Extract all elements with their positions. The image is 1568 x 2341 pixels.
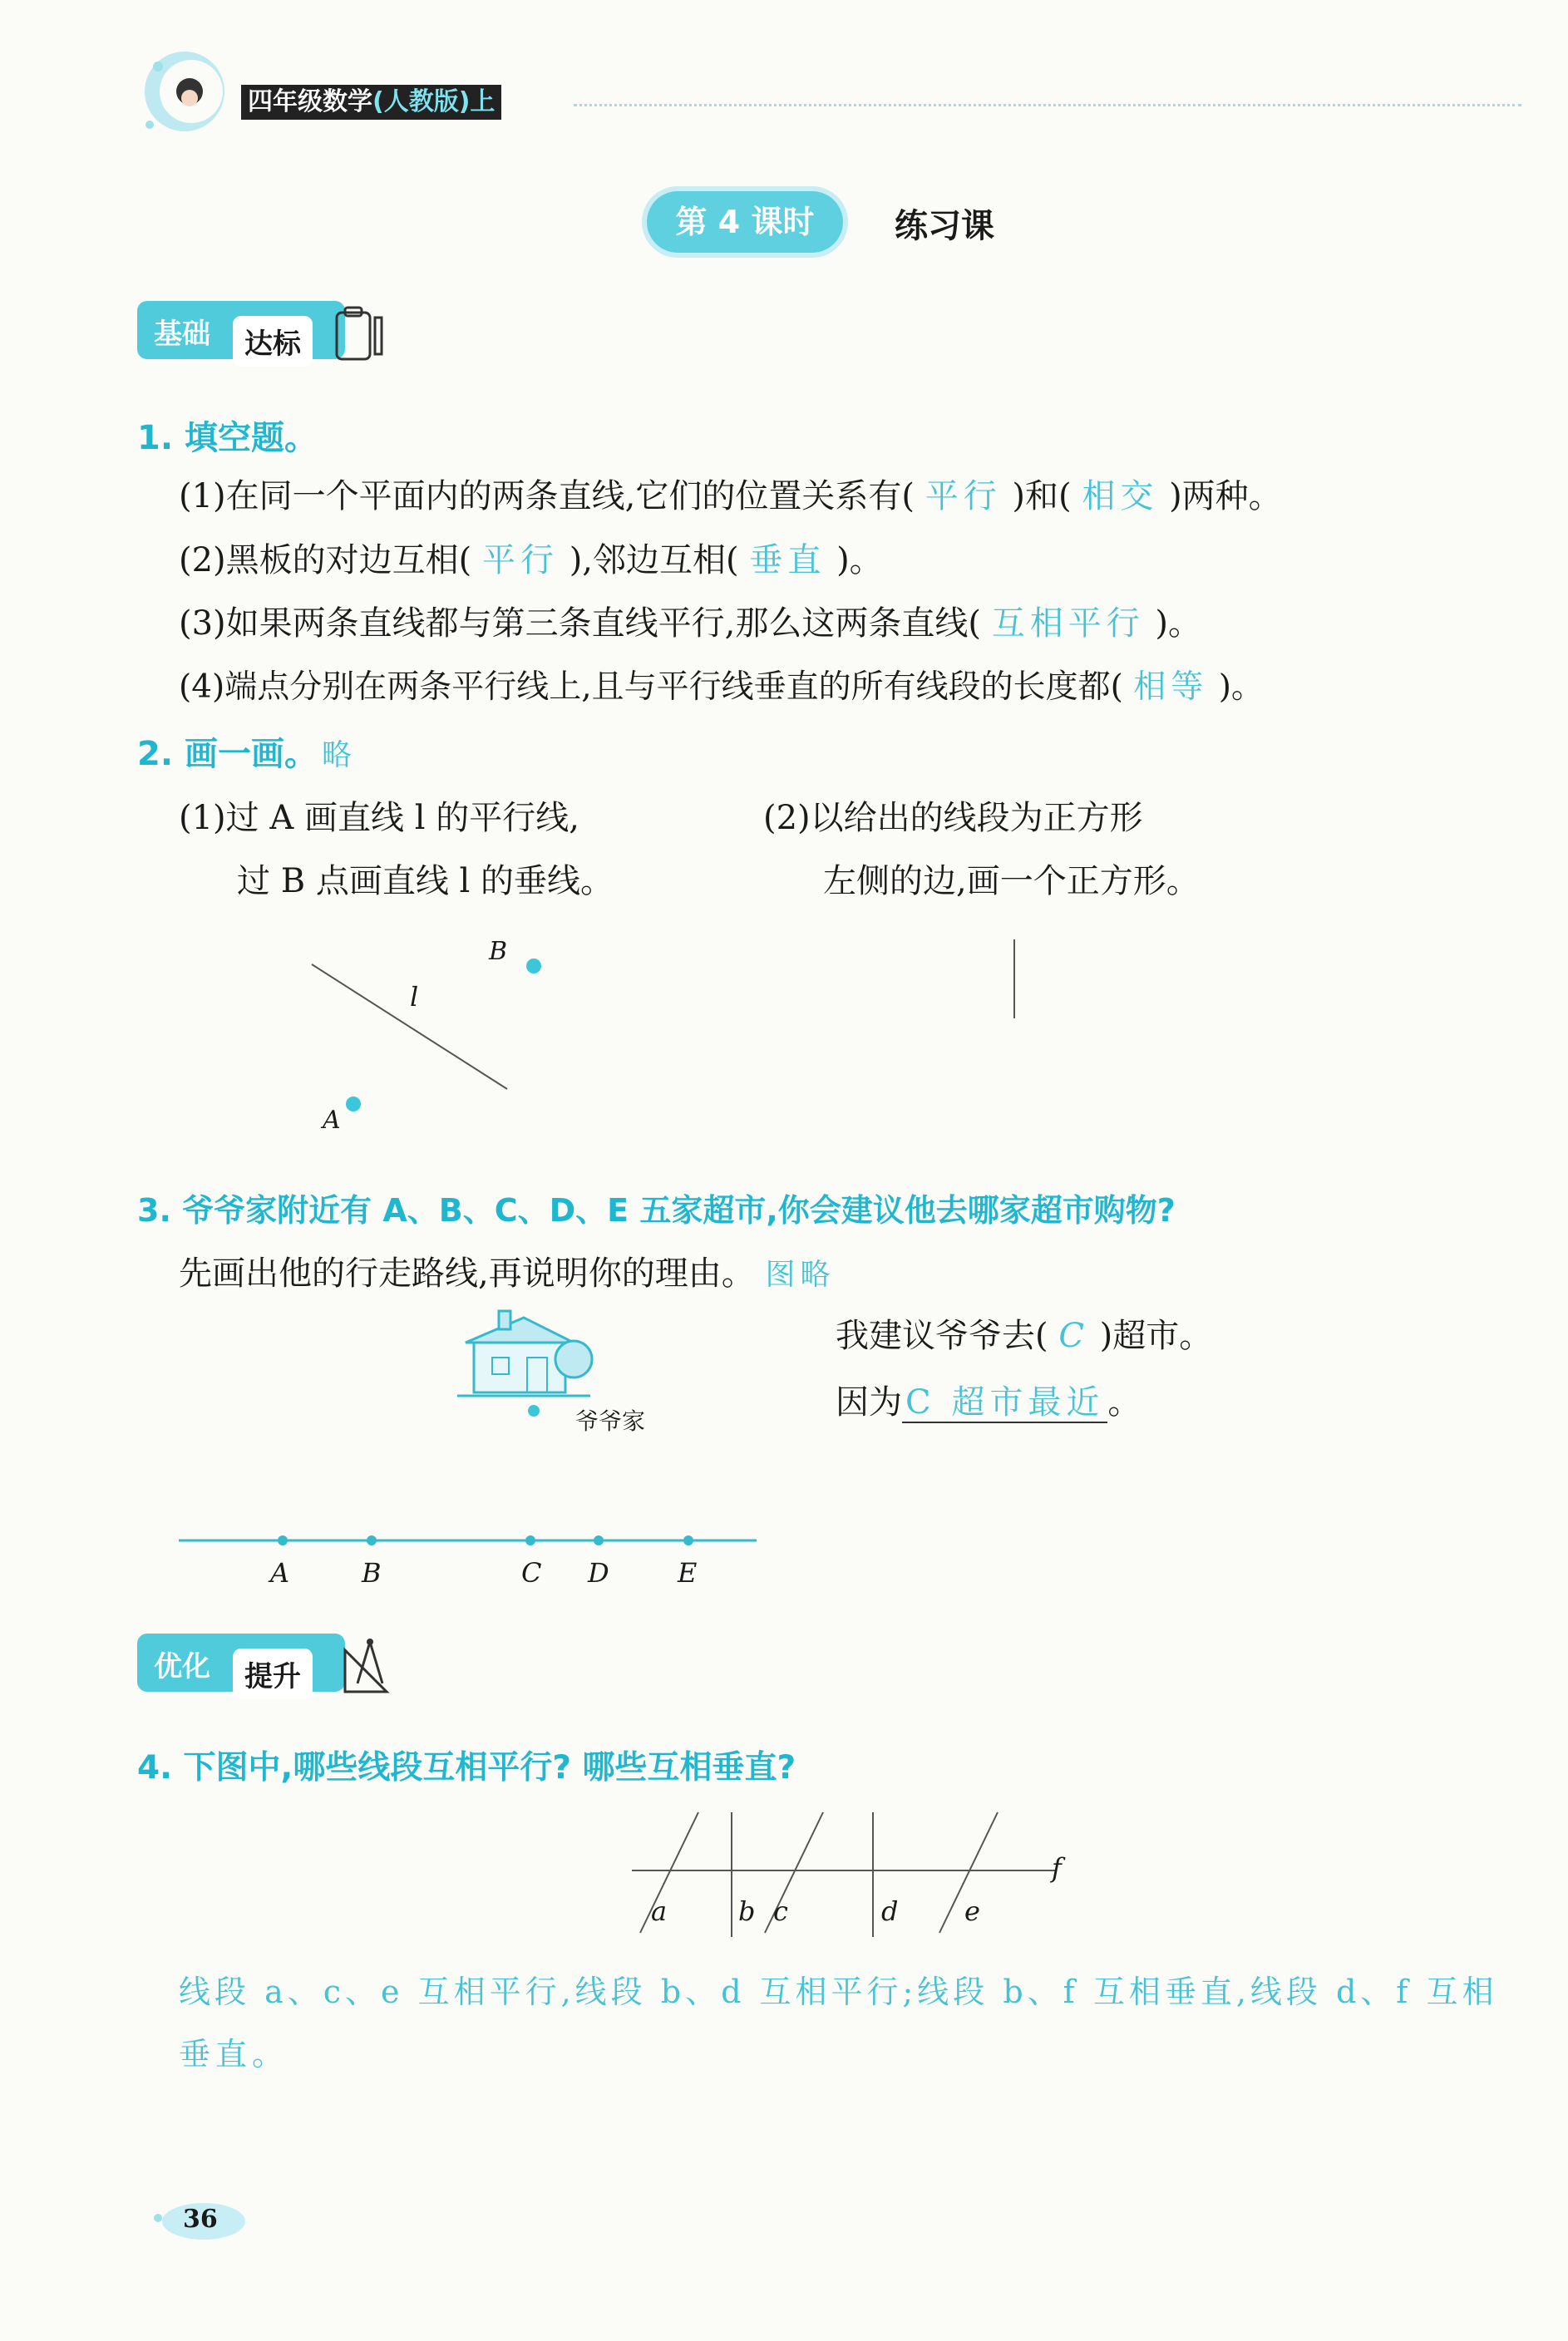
q3-reason-pre: 因为 — [836, 1383, 902, 1422]
house-label: 爷爷家 — [575, 1407, 646, 1435]
store-c-label: C — [521, 1557, 542, 1589]
q1-1-post: )两种。 — [1169, 477, 1282, 515]
section-badge-left: 基础 — [154, 318, 210, 351]
q2-part1-line1: (1)过 A 画直线 l 的平行线, — [179, 799, 579, 837]
label-seg-e: e — [964, 1895, 980, 1927]
label-seg-b: b — [738, 1895, 756, 1927]
page-number: 36 — [183, 2205, 218, 2234]
q1-3-pre: (3)如果两条直线都与第三条直线平行,那么这两条直线( — [179, 604, 981, 643]
store-d-label: D — [588, 1557, 609, 1589]
q3-line2-answer: 图略 — [765, 1258, 836, 1292]
store-b-label: B — [362, 1557, 382, 1589]
q4-answer-line1: 线段 a、c、e 互相平行,线段 b、d 互相平行;线段 b、f 互相垂直,线段 d、f 互相 — [179, 1974, 1498, 2010]
label-l: l — [410, 981, 419, 1013]
q4-title: 4. 下图中,哪些线段互相平行? 哪些互相垂直? — [137, 1749, 796, 1787]
q2-answer: 略 — [322, 738, 357, 772]
q1-1-pre: (1)在同一个平面内的两条直线,它们的位置关系有( — [179, 477, 915, 515]
q3-line2-text: 先画出他的行走路线,再说明你的理由。 — [179, 1254, 755, 1293]
label-b: B — [489, 937, 508, 966]
label-a: A — [323, 1106, 341, 1135]
q1-1-answer-a: 平行 — [925, 477, 1002, 515]
q1-3-post: )。 — [1155, 604, 1202, 643]
q2-part2-line2: 左侧的边,画一个正方形。 — [823, 862, 1200, 900]
q2-title: 2. 画一画。 — [137, 735, 318, 773]
label-seg-d: d — [881, 1895, 899, 1927]
q3-suggest-pre: 我建议爷爷去( — [836, 1317, 1048, 1355]
page-number-badge — [141, 2195, 249, 2245]
q1-4-pre: (4)端点分别在两条平行线上,且与平行线垂直的所有线段的长度都( — [179, 668, 1123, 706]
q3-reason-post: 。 — [1107, 1383, 1141, 1422]
edition-label: (人教版)上 — [372, 87, 496, 116]
lesson-badge-text: 第 4 课时 — [675, 204, 815, 240]
store-e-label: E — [678, 1557, 698, 1589]
q1-title: 1. 填空题。 — [137, 419, 318, 457]
q1-3-answer: 互相平行 — [991, 604, 1145, 643]
label-seg-f: f — [1052, 1852, 1062, 1884]
q3-suggest-answer: C — [1058, 1317, 1089, 1355]
section2-badge-right: 提升 — [233, 1649, 313, 1699]
q1-2-answer-b: 垂直 — [749, 541, 826, 579]
q1-2-pre: (2)黑板的对边互相( — [179, 541, 472, 579]
section-badge-right: 达标 — [233, 316, 313, 367]
q1-4-answer: 相等 — [1133, 668, 1209, 706]
q4-answer-line2: 垂直。 — [179, 2036, 289, 2072]
q1-4-post: )。 — [1218, 668, 1264, 706]
segment-a — [640, 1812, 698, 1933]
q2-part2-line1: (2)以给出的线段为正方形 — [763, 799, 1143, 837]
label-seg-a: a — [651, 1895, 668, 1927]
q1-2-mid: ),邻边互相( — [569, 541, 739, 579]
q1-1-mid: )和( — [1012, 477, 1072, 515]
q3-suggest-post: )超市。 — [1099, 1317, 1213, 1355]
q3-reason-answer: C 超市最近 — [902, 1383, 1107, 1423]
section2-badge-left: 优化 — [154, 1650, 210, 1683]
lesson-title: 练习课 — [895, 207, 994, 245]
q1-1-answer-b: 相交 — [1082, 477, 1159, 515]
q1-2-answer-a: 平行 — [481, 541, 559, 579]
store-a-label: A — [270, 1557, 290, 1589]
q1-2-post: )。 — [836, 541, 883, 579]
q2-part1-line2: 过 B 点画直线 l 的垂线。 — [237, 862, 614, 900]
q3-title: 3. 爷爷家附近有 A、B、C、D、E 五家超市,你会建议他去哪家超市购物? — [137, 1192, 1176, 1229]
label-seg-c: c — [773, 1895, 788, 1927]
grade-title: 四年级数学 — [248, 87, 372, 116]
